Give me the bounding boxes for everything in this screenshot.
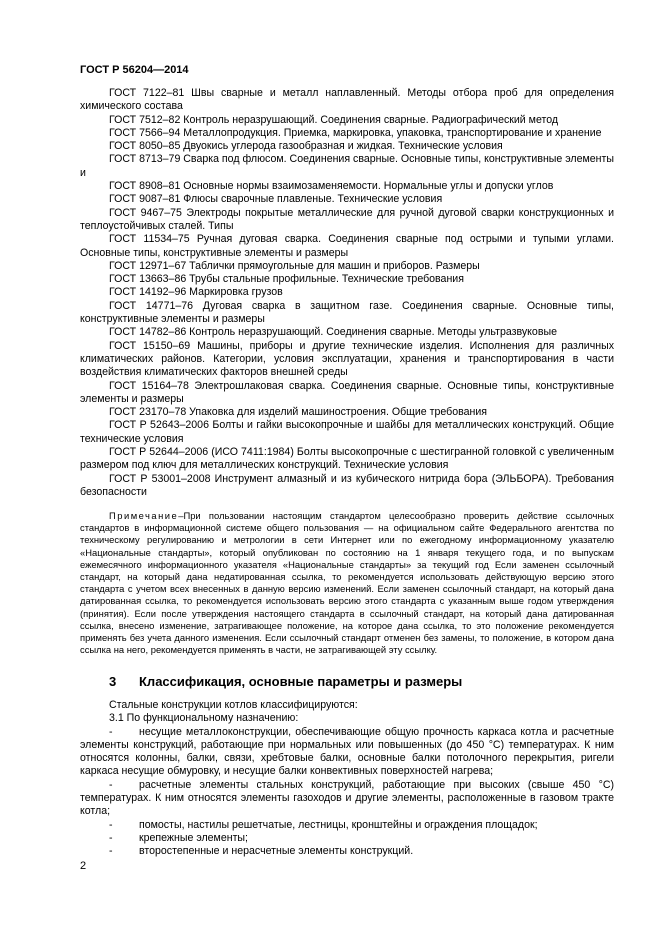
reference-item: ГОСТ 8908–81 Основные нормы взаимозаменяемости. Нормальные углы и допуски углов xyxy=(109,180,554,193)
list-item xyxy=(80,819,614,832)
reference-item: ГОСТ 8713–79 Сварка под флюсом. Соединения сварные. Основные типы, конструктивные элементы и xyxy=(80,153,614,179)
reference-item: ГОСТ Р 52643–2006 Болты и гайки высокопрочные и шайбы для металлических конструкций. Общие технические условия xyxy=(80,419,614,445)
list-item-text: несущие металлоконструкции, обеспечивающие общую прочность каркаса котла и расчетные элементы конструкций, работающие при нормальных или повышенных (до 450 °С) температурах. К ним относятся колонны, балки, связи, хребтовые балки, основные балки потолочного перекрытия, ригели каркаса несущие обмуровку, и несущие балки конвективных поверхностей нагрева; xyxy=(80,725,614,778)
reference-item: ГОСТ 13663–86 Трубы стальные профильные. Технические требования xyxy=(109,273,464,286)
reference-item: ГОСТ 9087–81 Флюсы сварочные плавленые. Технические условия xyxy=(109,193,443,206)
reference-item: ГОСТ Р 52644–2006 (ИСО 7411:1984) Болты высокопрочные с шестигранной головкой с увеличенным размером под ключ для металлических конструкций. Технические условия xyxy=(80,446,614,472)
dash-marker: - xyxy=(109,818,113,831)
note-text: –При пользовании настоящим стандартом целесообразно проверить действие ссылочных стандартов в информационной системе общего пользования — на официальном сайте Федерального агентства по техническому регулированию и метрологии в сети Интернет или по ежегодному информационному указателю «Национальные стандарты», который опубликован по состоянию на 1 января текущего года, и по выпускам ежемесячного информационного указателя «Национальные стандарты» за текущий год Если заменен ссылочный стандарт, на который дана недатированная ссылка, то рекомендуется использовать действующую версию этого стандарта с учетом всех внесенных в данную версию изменений. Если заменен ссылочный стандарт, на который дана датированная ссылка, то рекомендуется использовать версию этого стандарта с указанным выше годом утверждения (принятия). Если после утверждения настоящего стандарта в ссылочный стандарт, на который дана датированная ссылка, внесено изменение, затрагивающее положение, на которое дана ссылка, то это положение рекомендуется применять без учета данного изменения. Если ссылочный стандарт отменен без замены, то положение, в котором дана ссылка на него, рекомендуется применять в части, не затрагивающей эту ссылку. xyxy=(80,510,614,656)
section-title: Классификация, основные параметры и размеры xyxy=(139,674,463,689)
note-paragraph xyxy=(80,510,614,656)
list-item xyxy=(80,845,614,858)
dash-marker: - xyxy=(109,845,113,858)
note-block xyxy=(80,510,614,656)
normative-references-list xyxy=(80,87,614,499)
list-item-text: второстепенные и нерасчетные элементы конструкций. xyxy=(139,845,414,858)
intro-paragraph: Стальные конструкции котлов классифицируются: xyxy=(109,699,358,711)
note-label: Примечание xyxy=(109,510,179,521)
page-number: 2 xyxy=(80,860,87,872)
reference-item: ГОСТ 14771–76 Дуговая сварка в защитном газе. Соединения сварные. Основные типы, конструктивные элементы и размеры xyxy=(80,299,614,326)
reference-item: ГОСТ 23170–78 Упаковка для изделий машиностроения. Общие требования xyxy=(109,406,488,419)
reference-item: ГОСТ 15164–78 Электрошлаковая сварка. Соединения сварные. Основные типы, конструктивные элементы и размеры xyxy=(80,379,614,405)
list-item-text: расчетные элементы стальных конструкций, работающие при высоких (свыше 450 °С) температурах. К ним относятся элементы газоходов и другие элементы, расположенные в газовом тракте котла; xyxy=(80,778,614,818)
dash-marker: - xyxy=(109,725,113,738)
reference-item: ГОСТ 14192–96 Маркировка грузов xyxy=(109,286,283,299)
document-header: ГОСТ Р 56204—2014 xyxy=(80,64,189,76)
reference-item: ГОСТ 12971–67 Таблички прямоугольные для машин и приборов. Размеры xyxy=(109,259,480,272)
reference-item: ГОСТ 9467–75 Электроды покрытые металлические для ручной дуговой сварки конструкционных и теплоустойчивых сталей. Типы xyxy=(80,206,614,232)
clause-3-1: 3.1 По функциональному назначению: xyxy=(109,712,299,725)
list-item-text: помосты, настилы решетчатые, лестницы, кронштейны и ограждения площадок; xyxy=(139,818,538,831)
reference-item: ГОСТ 7566–94 Металлопродукция. Приемка, маркировка, упаковка, транспортирование и хранение xyxy=(109,126,602,139)
reference-item: ГОСТ 15150–69 Машины, приборы и другие технические изделия. Исполнения для различных климатических районов. Категории, условия эксплуатации, хранения и транспортирования в части воздействия климатических факторов внешней среды xyxy=(80,339,614,379)
reference-item: ГОСТ 7122–81 Швы сварные и металл наплавленный. Методы отбора проб для определения химического состава xyxy=(80,87,614,113)
list-item xyxy=(80,779,614,819)
reference-item: ГОСТ 8050–85 Двуокись углерода газообразная и жидкая. Технические условия xyxy=(109,140,503,153)
reference-item: ГОСТ 7512–82 Контроль неразрушающий. Соединения сварные. Радиографический метод xyxy=(109,113,559,126)
dash-marker: - xyxy=(109,831,113,844)
list-item xyxy=(80,832,614,845)
list-item xyxy=(80,726,614,779)
reference-item: ГОСТ Р 53001–2008 Инструмент алмазный и из кубического нитрида бора (ЭЛЬБОРА). Требования безопасности xyxy=(80,472,614,498)
section-heading xyxy=(80,674,614,689)
reference-item: ГОСТ 11534–75 Ручная дуговая сварка. Соединения сварные под острыми и тупыми углами. Основные типы, конструктивные элементы и размеры xyxy=(80,233,614,259)
list-item-text: крепежные элементы; xyxy=(139,831,248,844)
section-number: 3 xyxy=(109,674,117,689)
reference-item: ГОСТ 14782–86 Контроль неразрушающий. Соединения сварные. Методы ультразвуковые xyxy=(109,326,557,339)
dash-marker: - xyxy=(109,778,113,791)
section-body xyxy=(80,699,614,859)
